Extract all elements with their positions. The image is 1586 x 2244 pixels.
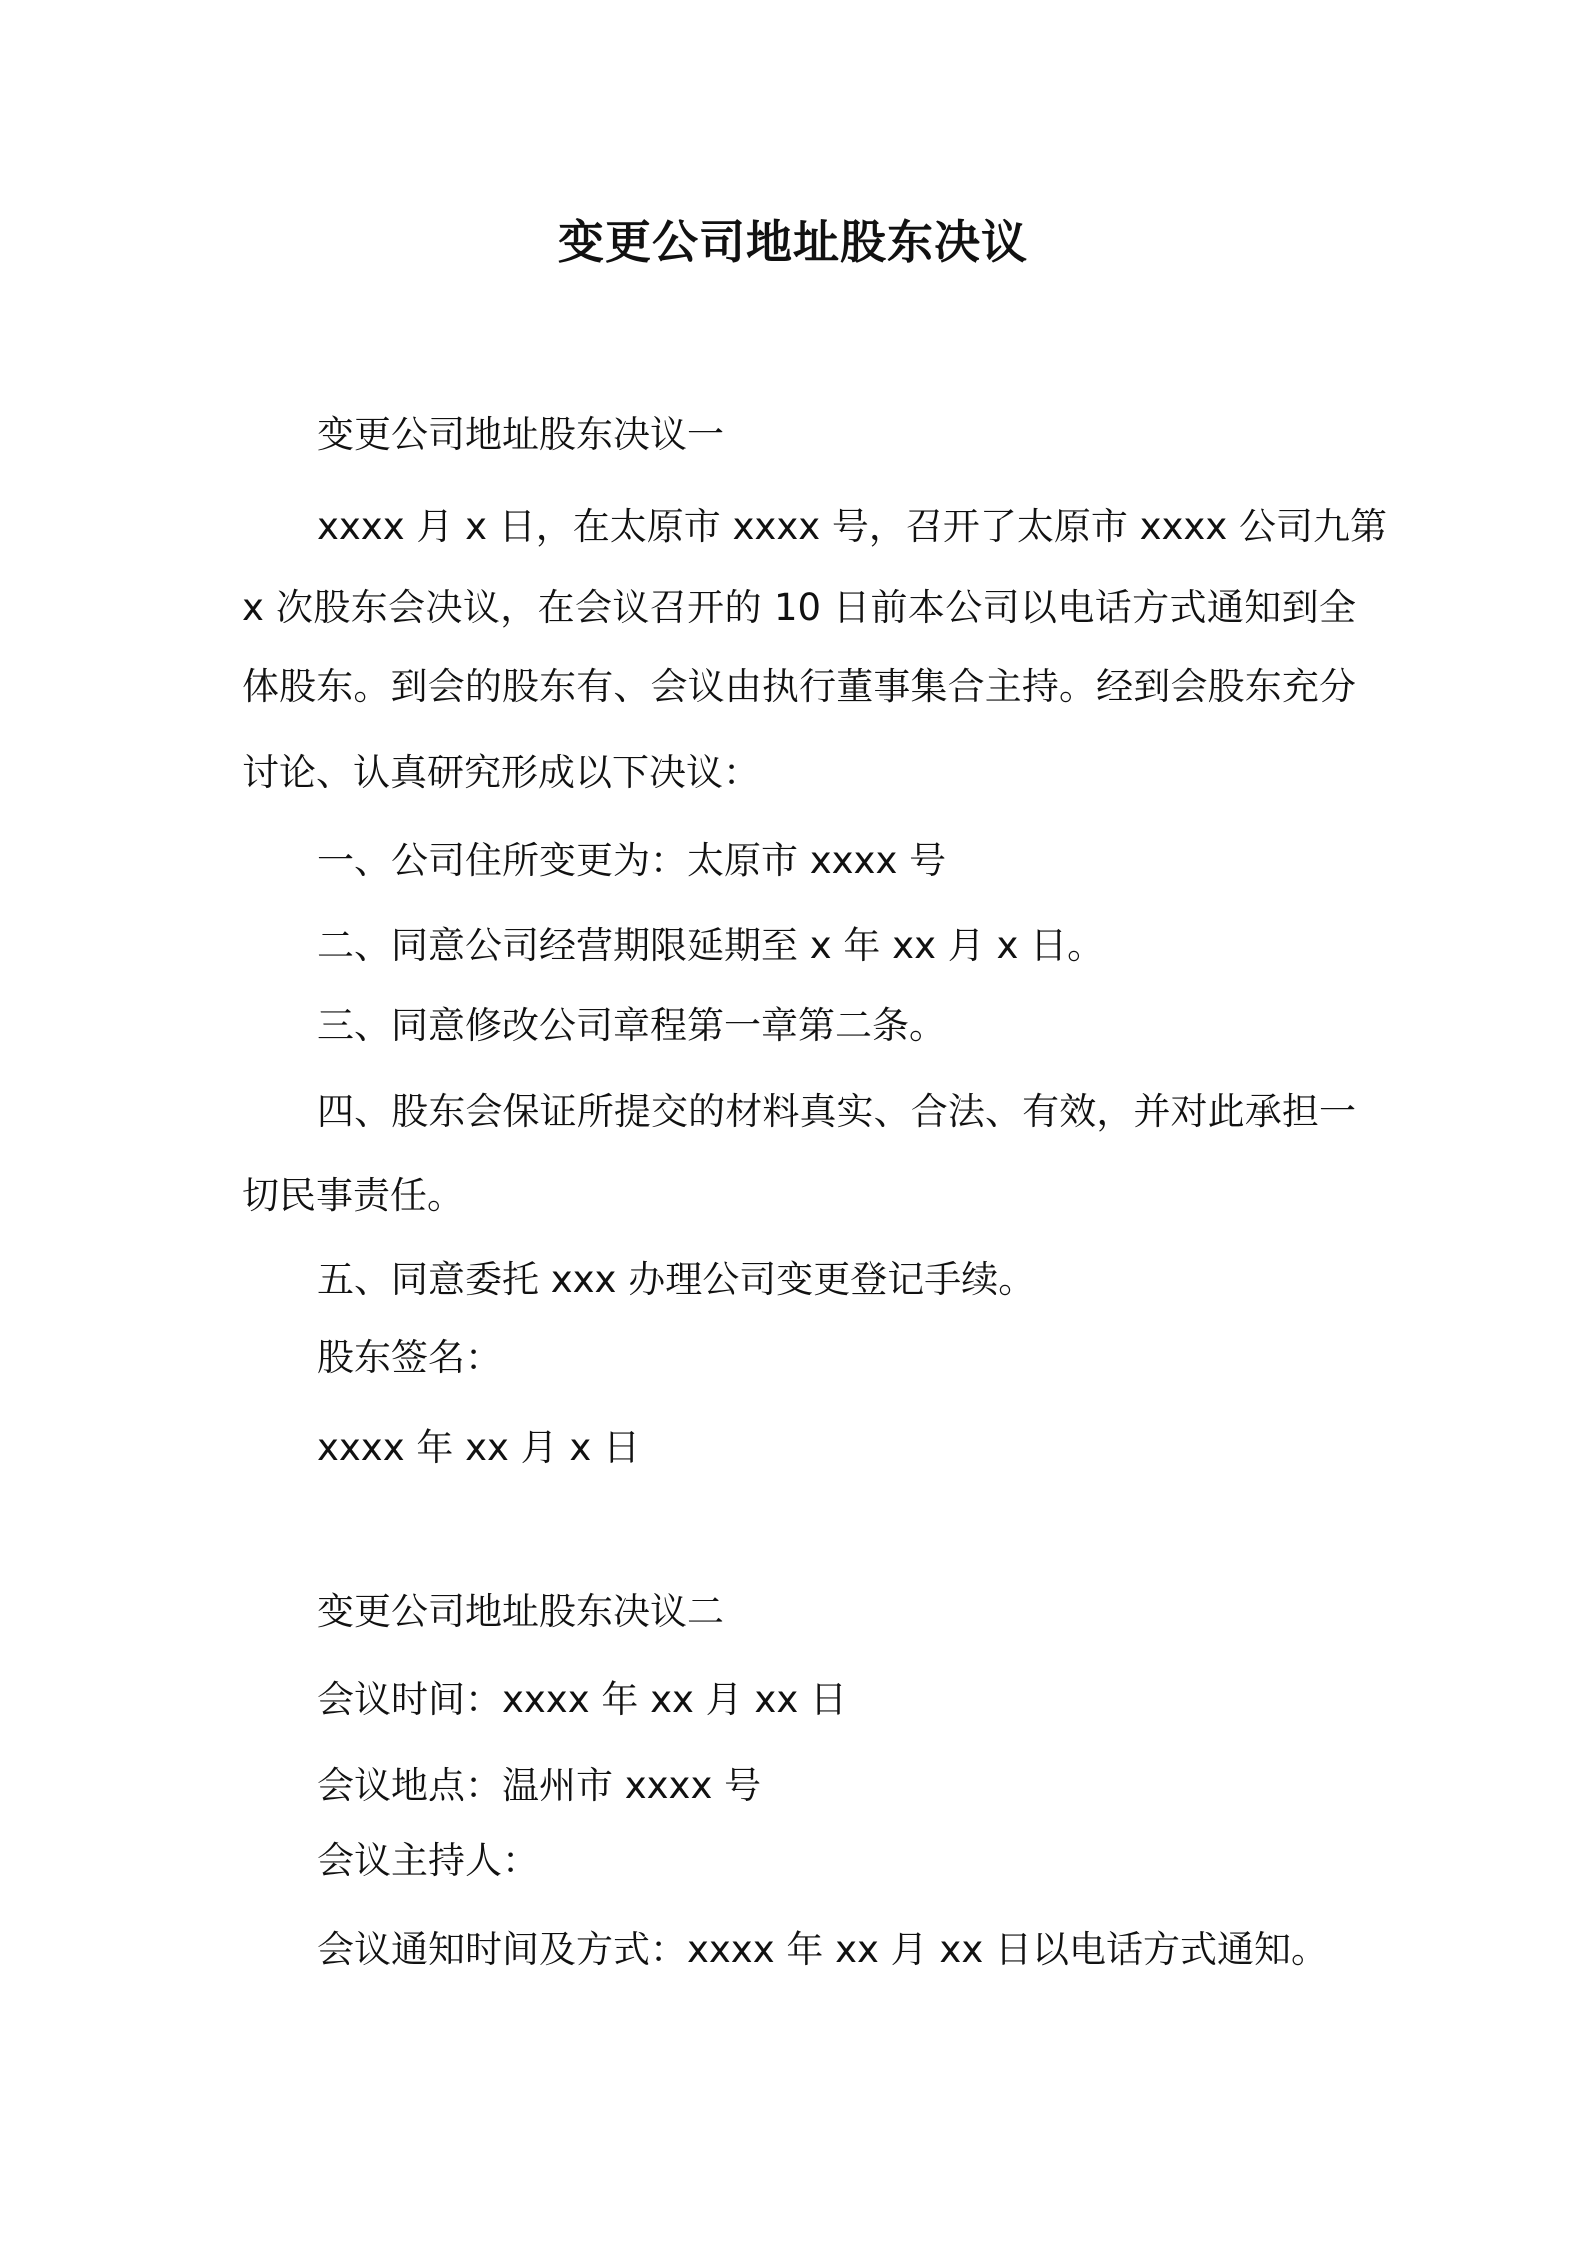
resolution-date: xxxx 年 xx 月 x 日 [317, 1426, 641, 1469]
resolution-item-5: 五、同意委托 xxx 办理公司变更登记手续。 [317, 1258, 1036, 1301]
section1-paragraph-line-3: 体股东。到会的股东有、会议由执行董事集合主持。经到会股东充分 [242, 665, 1356, 708]
section1-heading: 变更公司地址股东决议一 [317, 413, 724, 456]
resolution-item-2: 二、同意公司经营期限延期至 x 年 xx 月 x 日。 [317, 924, 1105, 967]
meeting-place: 会议地点：温州市 xxxx 号 [317, 1764, 762, 1807]
resolution-item-4-line-2: 切民事责任。 [242, 1174, 464, 1217]
shareholder-signature-label: 股东签名： [317, 1336, 502, 1379]
resolution-item-4-line-1: 四、股东会保证所提交的材料真实、合法、有效，并对此承担一 [317, 1090, 1356, 1133]
meeting-time: 会议时间：xxxx 年 xx 月 xx 日 [317, 1678, 847, 1721]
section1-paragraph-line-4: 讨论、认真研究形成以下决议： [242, 751, 760, 794]
resolution-item-1: 一、公司住所变更为：太原市 xxxx 号 [317, 839, 947, 882]
meeting-host: 会议主持人： [317, 1839, 539, 1882]
section1-paragraph-line-1: xxxx 月 x 日，在太原市 xxxx 号，召开了太原市 xxxx 公司九第 [317, 505, 1387, 548]
meeting-notice: 会议通知时间及方式：xxxx 年 xx 月 xx 日以电话方式通知。 [317, 1928, 1328, 1971]
resolution-item-3: 三、同意修改公司章程第一章第二条。 [317, 1004, 946, 1047]
document-title: 变更公司地址股东决议 [558, 215, 1028, 269]
section2-heading: 变更公司地址股东决议二 [317, 1590, 724, 1633]
section1-paragraph-line-2: x 次股东会决议，在会议召开的 10 日前本公司以电话方式通知到全 [242, 586, 1356, 629]
